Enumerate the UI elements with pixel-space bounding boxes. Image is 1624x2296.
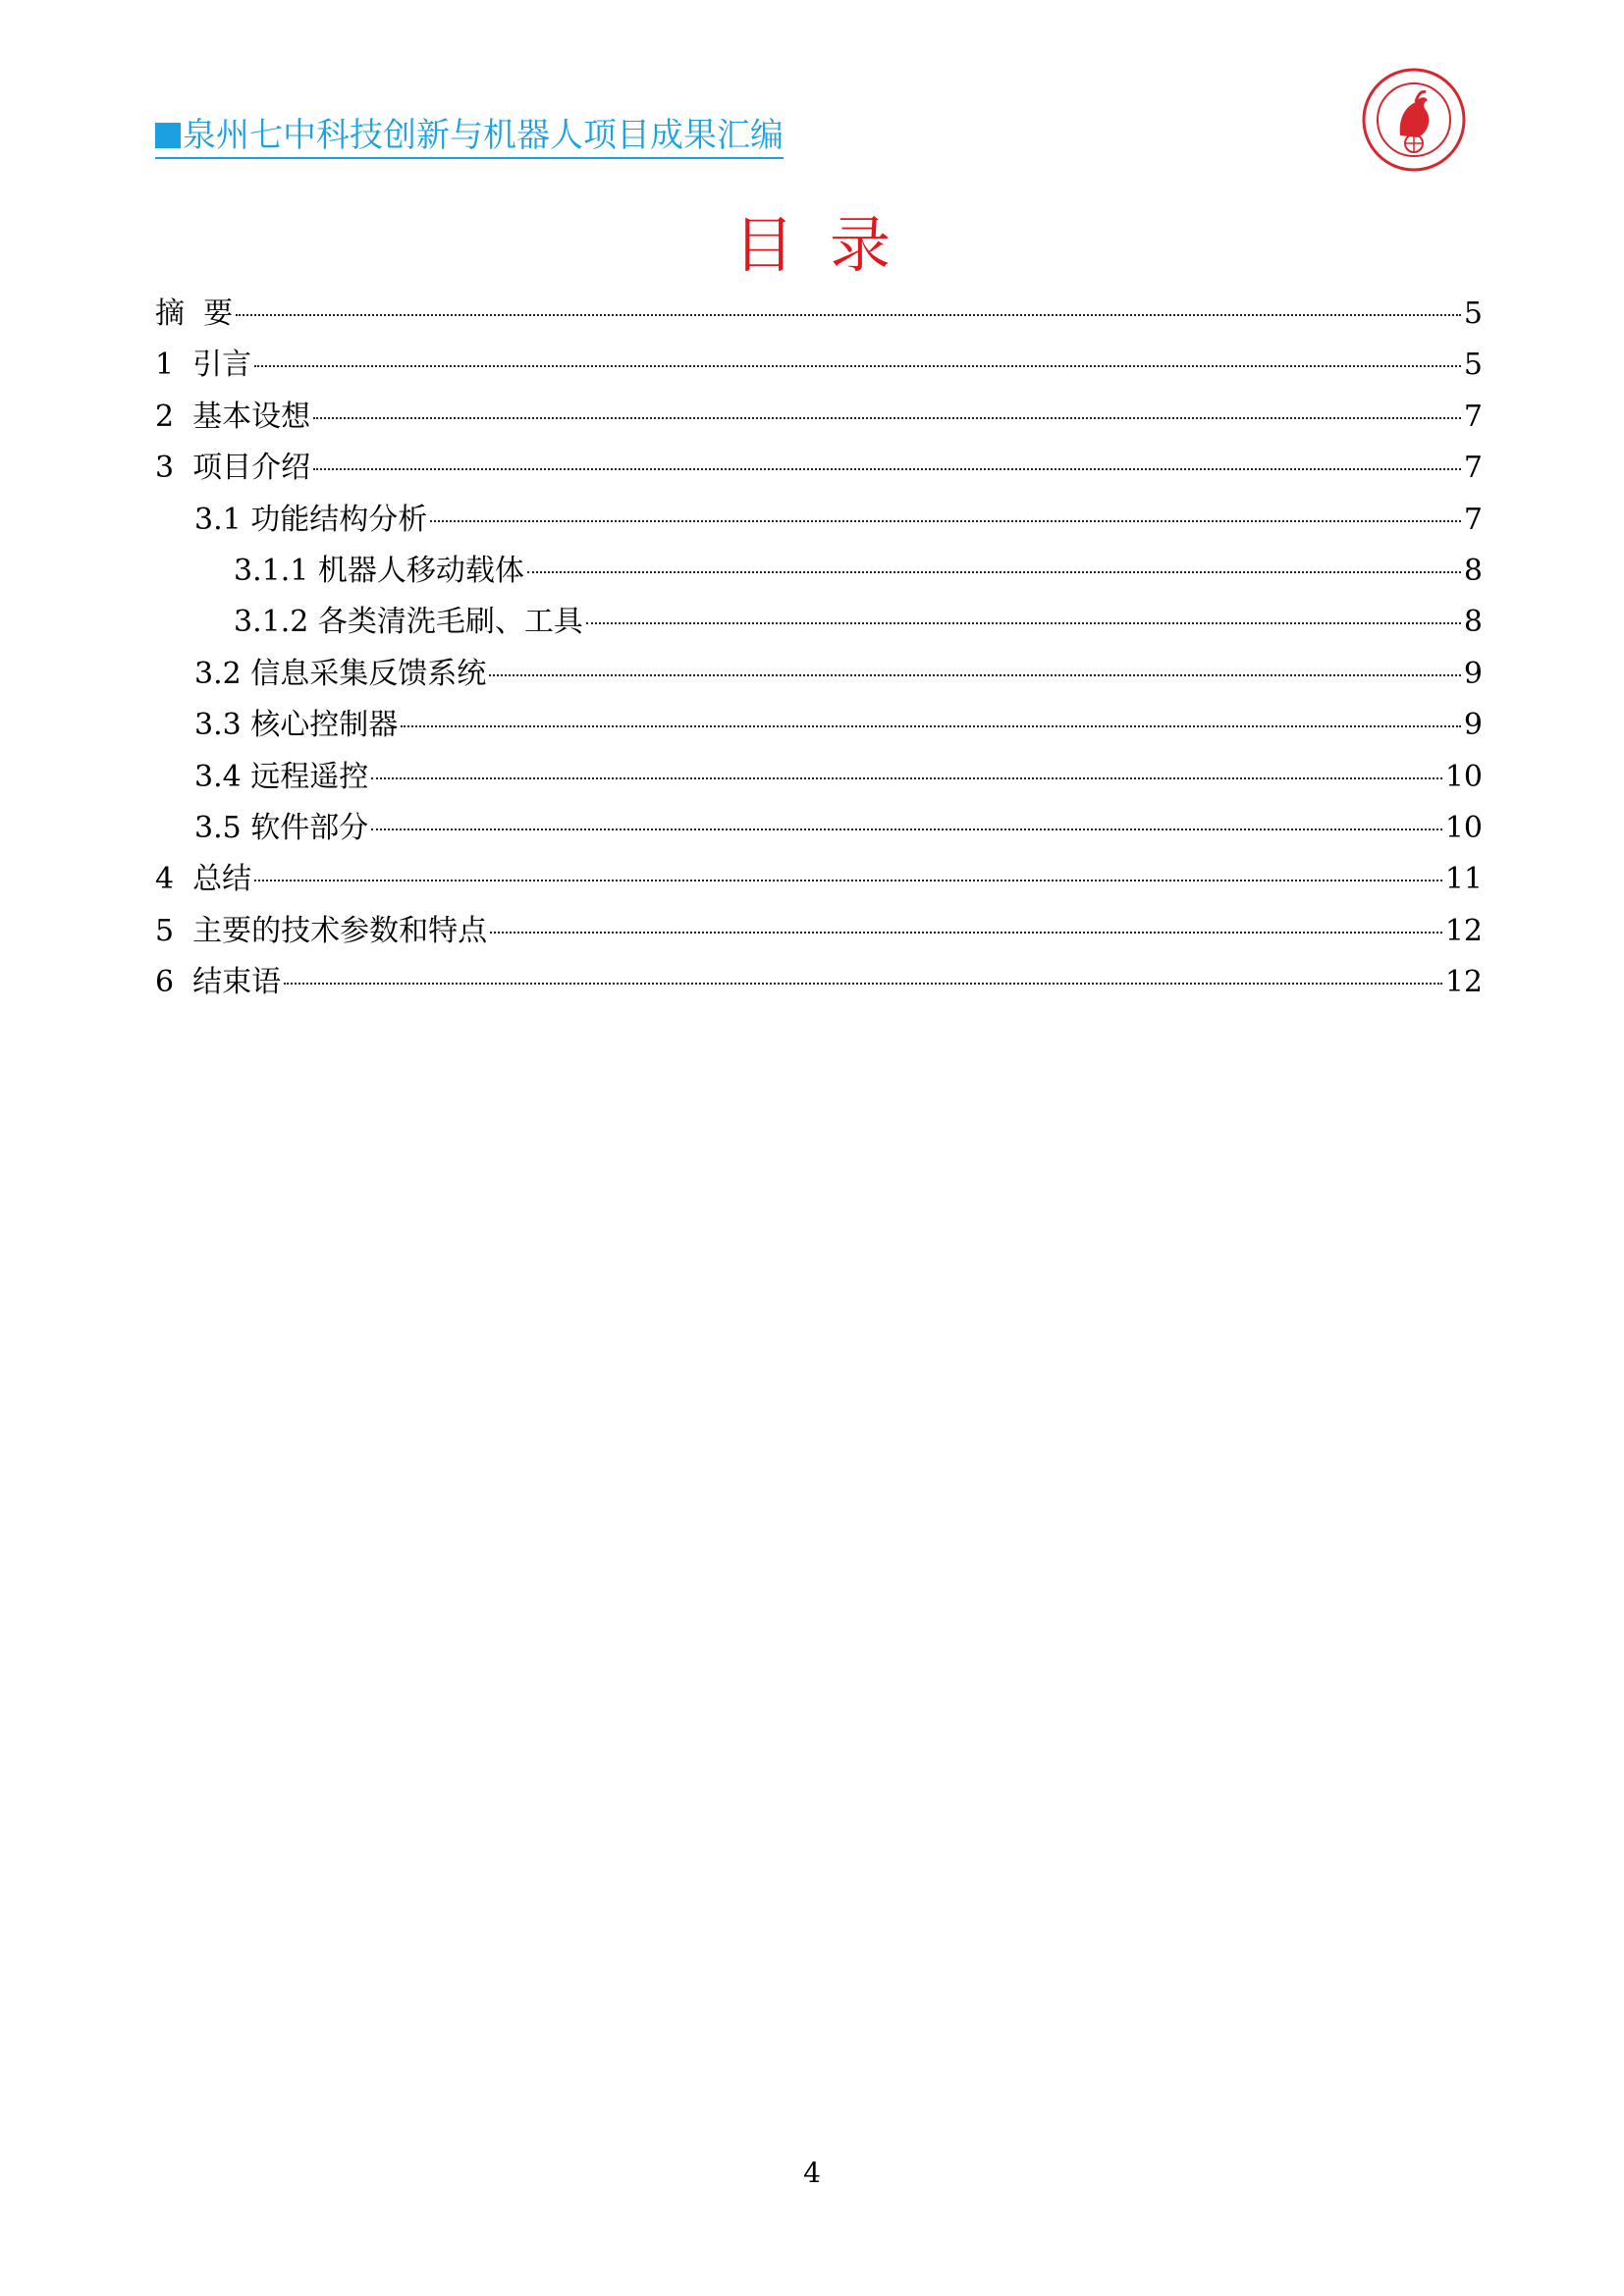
school-seal-icon — [1361, 67, 1467, 173]
toc-entry-page: 9 — [1463, 656, 1483, 691]
toc-dot-leader — [254, 365, 1461, 367]
toc-dot-leader — [313, 417, 1461, 419]
toc-dot-leader — [527, 571, 1461, 573]
toc-entry-page: 8 — [1463, 605, 1483, 640]
toc-entry-label: 4 总结 — [155, 862, 252, 897]
toc-entry[interactable] — [155, 906, 1483, 957]
toc-dot-leader — [371, 777, 1442, 779]
header-square-icon — [155, 123, 181, 148]
toc-dot-leader — [371, 828, 1442, 830]
toc-entry-label: 3.1.2 各类清洗毛刷、工具 — [234, 605, 583, 640]
toc-dot-leader — [401, 725, 1461, 727]
toc-entry-label: 摘 要 — [155, 296, 234, 331]
toc-entry-label: 2 基本设想 — [155, 399, 311, 434]
toc-dot-leader — [313, 468, 1461, 470]
toc-entry-page: 12 — [1444, 913, 1483, 948]
toc-entry[interactable] — [155, 289, 1483, 340]
toc-entry[interactable] — [155, 957, 1483, 1008]
toc-entry-page: 11 — [1444, 862, 1483, 897]
toc-entry-label: 3.2 信息采集反馈系统 — [194, 656, 487, 691]
toc-dot-leader — [430, 520, 1461, 522]
toc-entry-page: 9 — [1463, 708, 1483, 743]
toc-entry[interactable] — [155, 597, 1483, 648]
toc-entry[interactable] — [155, 340, 1483, 391]
toc-entry-page: 5 — [1463, 296, 1483, 331]
toc-dot-leader — [586, 622, 1461, 624]
toc-entry[interactable] — [155, 700, 1483, 751]
toc-entry-label: 6 结束语 — [155, 965, 282, 1000]
toc-title: 目录 — [732, 209, 926, 281]
toc-entry[interactable] — [155, 546, 1483, 597]
toc-entry[interactable] — [155, 392, 1483, 443]
toc-entry-page: 7 — [1463, 399, 1483, 434]
toc-entry-page: 12 — [1444, 965, 1483, 1000]
toc-entry-label: 3.5 软件部分 — [194, 810, 369, 845]
toc-entry-page: 7 — [1463, 502, 1483, 537]
toc-entry-label: 3.1.1 机器人移动载体 — [234, 553, 524, 588]
toc-dot-leader — [236, 314, 1461, 316]
toc-entry-label: 3.3 核心控制器 — [194, 708, 399, 743]
toc-entry[interactable] — [155, 803, 1483, 854]
toc-entry[interactable] — [155, 854, 1483, 905]
toc-entry[interactable] — [155, 443, 1483, 494]
toc-entry-page: 8 — [1463, 553, 1483, 588]
toc-entry-label: 1 引言 — [155, 347, 252, 383]
header-title: 泉州七中科技创新与机器人项目成果汇编 — [183, 116, 784, 155]
toc-entry[interactable] — [155, 649, 1483, 700]
toc-dot-leader — [490, 932, 1442, 934]
toc-entry-page: 10 — [1444, 759, 1483, 794]
toc-entry-label: 3.4 远程遥控 — [194, 759, 369, 794]
toc-entry-label: 5 主要的技术参数和特点 — [155, 913, 488, 948]
toc-entry-label: 3.1 功能结构分析 — [194, 502, 428, 537]
toc-dot-leader — [254, 880, 1442, 881]
toc-dot-leader — [284, 983, 1442, 985]
toc-dot-leader — [489, 674, 1461, 676]
page-number: 4 — [803, 2157, 821, 2189]
running-header — [155, 116, 784, 159]
table-of-contents — [155, 289, 1483, 1008]
toc-entry[interactable] — [155, 752, 1483, 803]
toc-entry-page: 7 — [1463, 451, 1483, 486]
toc-entry[interactable] — [155, 495, 1483, 546]
toc-entry-page: 10 — [1444, 810, 1483, 845]
toc-entry-page: 5 — [1463, 347, 1483, 383]
toc-entry-label: 3 项目介绍 — [155, 451, 311, 486]
